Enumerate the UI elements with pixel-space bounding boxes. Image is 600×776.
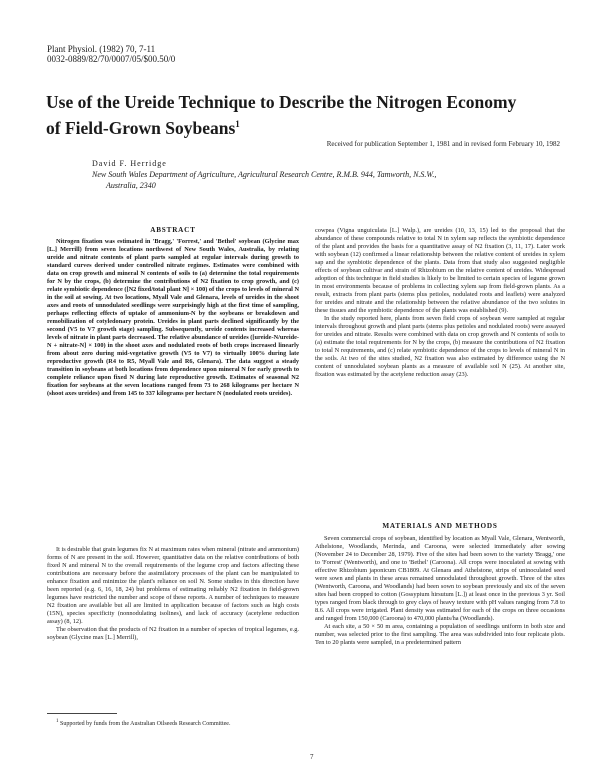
abstract-text [47, 238, 299, 398]
right-paragraph-2: In the study reported here, plants from seven field crops of soybean were sampled at regular intervals throughout growth and plant parts (stems plus petioles and nodulated roots) were assayed for ureides and nitrate. Results were combined with data on crop growth and N contents of soils to (a) estimate the total requirements for N by the crops, (b) measure the contributions of N2 fixation to total N requirements, and (c) relate symbiotic dependence of the crops to levels of mineral N in the soils. At two of the sites studied, N2 fixation was also estimated by difference using the N content of unnodulated soybean plants as a measure of available soil N (25). At another site, fixation was estimated by the acetylene reduction assay (23). [315, 315, 565, 378]
author-affiliation-1: New South Wales Department of Agriculture, Agricultural Research Centre, R.M.B. 944, Tamworth, N.S.W., [92, 170, 437, 179]
journal-line-2: 0032-0889/82/70/0007/05/$00.50/0 [47, 54, 176, 64]
journal-line-1: Plant Physiol. (1982) 70, 7-11 [47, 44, 156, 54]
methods-paragraph-1: Seven commercial crops of soybean, identified by location as Myall Vale, Glenara, Wentworth, Athelstone, Woodlands, Merinda, and Caroona, were selected immediately after sowing (November 24 to December 28, 1979). Five of the sites had been sown to the variety 'Bragg,' one to 'Forrest' (Wentworth), and one to 'Bethel' (Caroona). All crops were inoculated at sowing with effective Rhizobium japonicum CB1809. At Glenara and Athelstone, strips of uninoculated seed were sown and plants in these areas remained unnodulated throughout growth. Three of the sites (Wentworth, Caroona, and Woodlands) had been sown to soybean previously and six of the seven sites had been cropped to cotton (Gossypium hirsutum [L.]) at least once in the previous 3 yr. Soil types ranged from black through to grey clays of heavy texture with pH values ranging from 7.8 to 8.6. All crops were irrigated. Plant density was estimated for each of the crops on three occasions and ranged from 150,000 (Caroona) to 470,000 plants/ha (Woodlands). [315, 535, 565, 622]
intro-paragraph-2: The observation that the products of N2 fixation in a number of species of tropical legumes, e.g. soybean (Glycine max [L.] Merrill), [47, 626, 299, 641]
author-block [92, 158, 572, 191]
right-column-intro [315, 227, 565, 379]
footnote-divider [47, 713, 117, 714]
title-line-2: of Field-Grown Soybeans [46, 117, 236, 138]
received-date: Received for publication September 1, 1981 and in revised form February 10, 1982 [326, 140, 560, 148]
abstract-paragraph: Nitrogen fixation was estimated in 'Bragg,' 'Forrest,' and 'Bethel' soybean (Glycine max [L.] Merrill) from seven locations northwest of New South Wales, Australia, by relating ureide and nitrate contents of plant parts sampled at regular intervals during growth to standard curves derived under controlled nitrate regimes. Estimates were combined with data on crop growth and mineral N contents of soils to (a) determine the total requirements for N by the crops, (b) determine the contributions of N2 fixation to crop growth, and (c) relate symbiotic dependence ([N2 fixed/total plant N] × 100) of the crops to levels of mineral N in the soil at sowing. At two locations, Myall Vale and Glenara, levels of ureides in the shoot axes and roots of unnodulated seedlings were surprisingly high at the first time of sampling, perhaps reflecting effects of uptake of ammonium-N by the soybeans or breakdown and remobilization of cotyledonary protein. Ureides in plant parts declined significantly by the second (V5 to V7 growth stage) sampling. Subsequently, ureide contents increased whereas levels of nitrate in plant parts decreased. The relative abundance of ureides ([ureide-N/ureide-N + nitrate-N] × 100) in the shoot axes and nodulated roots of both crops increased linearly from about zero during mid-vegetative growth (V5 to V7) to virtually 100% during late reproductive growth (R4 to R5, Myall Vale and R6, Glenara). The data suggest a steady transition in soybeans at both locations from dependence upon mineral N for early growth to complete reliance upon fixed N during late reproductive growth. Estimates of seasonal N2 fixation for soybeans at the seven locations ranged from 73 to 268 kilograms per hectare N (shoot axes ureides) and from 145 to 337 kilograms per hectare N (nodulated roots ureides). [47, 238, 299, 397]
page-number: 7 [310, 753, 314, 761]
methods-heading: MATERIALS AND METHODS [382, 522, 498, 530]
introduction [47, 546, 299, 642]
title-footnote-mark: 1 [235, 119, 240, 129]
footnote-mark: 1 [56, 719, 59, 724]
title-line-1: Use of the Ureide Technique to Describe the Nitrogen Economy [46, 92, 517, 112]
methods-section [315, 535, 565, 647]
methods-paragraph-2: At each site, a 50 × 50 m area, containing a population of seedlings uniform in both size and number, was selected prior to the first sampling. The area was subdivided into four replicate plots. Ten to 20 plants were sampled, in a predetermined pattern [315, 623, 565, 646]
abstract-heading: ABSTRACT [150, 226, 196, 234]
footnote [56, 718, 296, 728]
paper-title [46, 91, 566, 139]
journal-citation [47, 44, 175, 64]
right-paragraph-1: cowpea (Vigna unguiculata [L.] Walp.), are ureides (10, 13, 15) led to the proposal that the abundance of these compounds relative to total N in xylem sap reflects the symbiotic dependence of the plant and provides the basis for a quantitative assay of N2 fixation (3, 11, 17). Later work with soybean (12) confirmed a linear relationship between the relative content of ureides in xylem sap and the symbiotic dependence of the plants. Data from that study also suggested negligible effects of soybean cultivar and strain of Rhizobium on the relative content of ureides. Widespread adoption of this technique in field studies is likely to be limited to certain species of legume grown in most environments because of problems in collecting xylem sap from field-grown plants. As a result, extracts from plant parts (stems plus petioles, nodulated roots and leaflets) were analyzed for ureides and nitrate and the relationship between the relative abundance of the two solutes in these tissues and the symbiotic dependence of the plants was established (9). [315, 227, 565, 314]
author-affiliation-2: Australia, 2340 [106, 181, 156, 190]
author-name: David F. Herridge [92, 159, 167, 168]
intro-paragraph-1: It is desirable that grain legumes fix N at maximum rates when mineral (nitrate and ammonium) forms of N are present in the soil. However, quantitative data on the relative contributions of both fixed N and mineral N to the overall requirements of the legume crop and factors affecting these contributions are necessary before the assimilatory processes of the plant can be manipulated to enhance fixation and minimize the plant's reliance on soil N. Some studies in this direction have been reported (e.g. 6, 16, 18, 24) but problems of estimating reliably N2 fixation in field-grown legumes have restricted the number and scope of these reports. A number of techniques to measure N2 fixation are available but all are limited in application because of factors such as high costs (15N), species specificity (nonnodulating isolines), and lack of accuracy (acetylene reduction assay) (8, 12). [47, 546, 299, 625]
footnote-text: Supported by funds from the Australian Oilseeds Research Committee. [60, 721, 231, 727]
